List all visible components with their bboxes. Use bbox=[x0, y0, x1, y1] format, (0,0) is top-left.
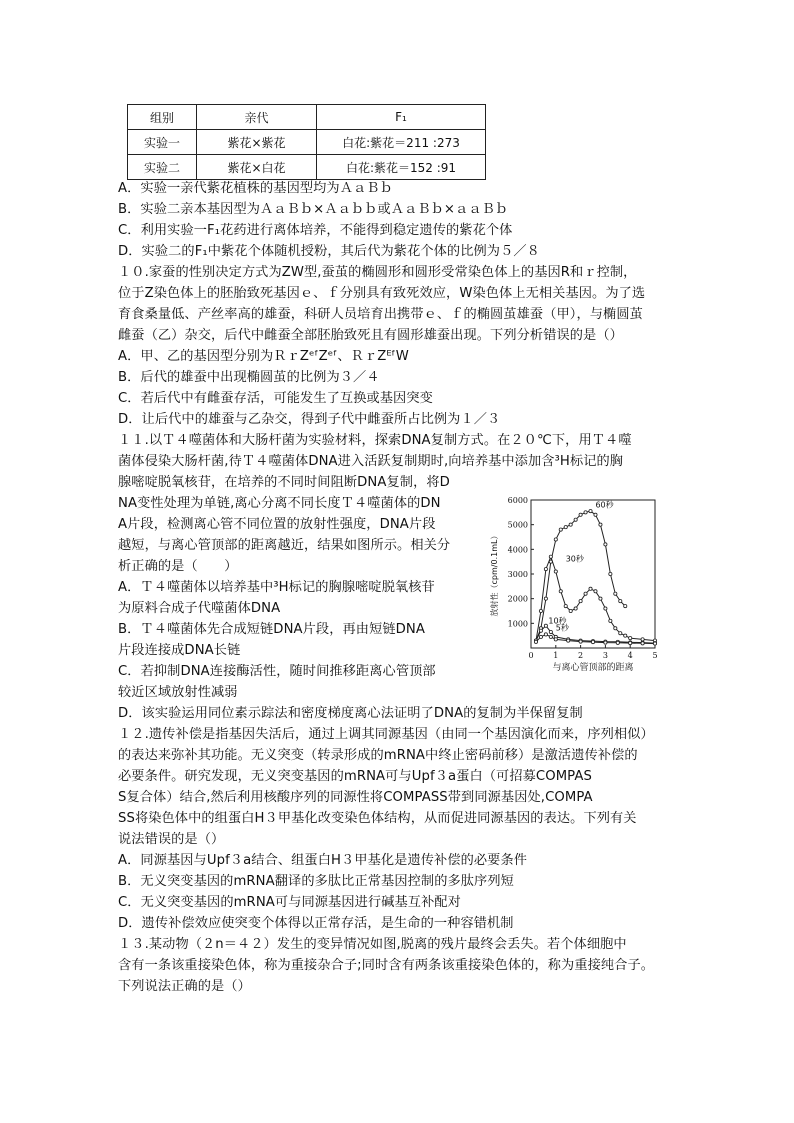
x-axis-label: 与离心管顶部的距离 bbox=[552, 663, 634, 673]
data-point bbox=[609, 619, 612, 622]
data-point bbox=[549, 555, 552, 558]
q11-stem-line: 越短，与离心管顶部的距离越近，结果如图所示。相关分 bbox=[118, 538, 451, 553]
data-point bbox=[579, 513, 582, 516]
q12-option-c: C．无义突变基因的mRNA可与同源基因进行碱基互补配对 bbox=[118, 895, 461, 910]
data-point bbox=[584, 592, 587, 595]
data-point bbox=[629, 641, 632, 644]
table-cell: 白花:紫花＝211 :273 bbox=[317, 130, 486, 155]
q12-stem-line: S复合体）结合,然后利用核酸序列的同源性将COMPASS带到同源基因处,COMPA bbox=[118, 790, 593, 805]
q9-option-b: B．实验二亲本基因型为ＡａＢｂ×Ａａｂｂ或ＡａＢｂ×ａａＢｂ bbox=[118, 202, 509, 217]
data-point bbox=[554, 638, 557, 641]
data-point bbox=[619, 632, 622, 635]
data-point bbox=[614, 592, 617, 595]
q12-stem-line: 必要条件。研究发现，无义突变基因的mRNA可与Upf３a蛋白（可招募COMPAS bbox=[118, 769, 592, 784]
series-label: 60秒 bbox=[595, 500, 614, 510]
q11-option-a: A．Ｔ４噬菌体以培养基中³H标记的胸腺嘧啶脱氧核苷 bbox=[118, 580, 435, 595]
data-point bbox=[559, 590, 562, 593]
data-point bbox=[544, 624, 547, 627]
data-point bbox=[594, 590, 597, 593]
q11-stem-line: 腺嘧啶脱氧核苷，在培养的不同时间阻断DNA复制，将D bbox=[118, 475, 450, 490]
data-point bbox=[549, 635, 552, 638]
data-point bbox=[544, 633, 547, 636]
data-point bbox=[534, 640, 537, 643]
data-point bbox=[574, 607, 577, 610]
q11-stem-line: A片段，检测离心管不同位置的放射性强度，DNA片段 bbox=[118, 517, 436, 532]
data-point bbox=[604, 607, 607, 610]
q13-stem-line: 下列说法正确的是（） bbox=[118, 979, 251, 994]
data-point bbox=[539, 609, 542, 612]
table-header-row bbox=[128, 105, 486, 130]
data-point bbox=[604, 641, 607, 644]
experiment-table bbox=[127, 104, 486, 180]
q12-option-d: D．遗传补偿效应使突变个体得以正常存活，是生命的一种容错机制 bbox=[118, 916, 514, 931]
series-label: 10秒 bbox=[548, 616, 567, 626]
q11-stem-line: NA变性处理为单链,离心分离不同长度Ｔ４噬菌体的DN bbox=[118, 496, 441, 511]
data-point bbox=[584, 511, 587, 514]
y-tick-label: 6000 bbox=[507, 496, 528, 505]
y-tick-label: 1000 bbox=[507, 619, 528, 629]
data-point bbox=[624, 634, 627, 637]
table-cell: 紫花×白花 bbox=[197, 155, 317, 180]
q11-option-a-cont: 为原料合成子代噬菌体DNA bbox=[118, 601, 281, 616]
data-point bbox=[589, 510, 592, 513]
data-point bbox=[569, 523, 572, 526]
data-point bbox=[579, 640, 582, 643]
data-point bbox=[564, 604, 567, 607]
q13-stem-line: １３.某动物（２n＝４２）发生的变异情况如图,脱离的残片最终会丢失。若个体细胞中 bbox=[118, 937, 627, 952]
table-header-cell: F₁ bbox=[317, 105, 486, 130]
data-point bbox=[641, 638, 644, 641]
table-header-cell: 亲代 bbox=[197, 105, 317, 130]
data-point bbox=[544, 597, 547, 600]
radioactivity-chart bbox=[487, 490, 665, 675]
x-tick-label: 3 bbox=[602, 651, 608, 660]
series-line bbox=[536, 557, 655, 641]
q12-option-b: B．无义突变基因的mRNA翻译的多肽比正常基因控制的多肽序列短 bbox=[118, 874, 514, 889]
q12-option-a: A．同源基因与Upf３a结合、组蛋白H３甲基化是遗传补偿的必要条件 bbox=[118, 853, 528, 868]
q12-stem-line: 的表达来弥补其功能。无义突变（转录形成的mRNA中终止密码前移）是激活遗传补偿的 bbox=[118, 748, 638, 763]
data-point bbox=[544, 567, 547, 570]
data-point bbox=[599, 523, 602, 526]
data-point bbox=[629, 637, 632, 640]
q10-option-c: C．若后代中有雌蚕存活，可能发生了互换或基因突变 bbox=[118, 391, 433, 406]
data-point bbox=[619, 600, 622, 603]
q11-option-d: D．该实验运用同位素示踪法和密度梯度离心法证明了DNA的复制为半保留复制 bbox=[118, 706, 583, 721]
data-point bbox=[567, 639, 570, 642]
table-cell: 实验二 bbox=[128, 155, 197, 180]
data-point bbox=[539, 635, 542, 638]
x-tick-label: 1 bbox=[553, 651, 559, 660]
y-axis-label: 放射性（cpm/0.1mL） bbox=[490, 531, 499, 617]
q10-stem-line: 雌蚕（乙）杂交，后代中雌蚕全部胚胎致死且有圆形雄蚕出现。下列分析错误的是（） bbox=[118, 328, 623, 343]
x-tick-label: 4 bbox=[627, 651, 633, 660]
data-point bbox=[564, 526, 567, 529]
data-point bbox=[574, 518, 577, 521]
q10-option-b: B．后代的雄蚕中出现椭圆茧的比例为３／４ bbox=[118, 370, 380, 385]
x-tick-label: 2 bbox=[578, 651, 584, 660]
data-point bbox=[554, 538, 557, 541]
x-tick-label: 5 bbox=[652, 651, 658, 660]
table-header-cell: 组别 bbox=[128, 105, 197, 130]
q12-stem-line: １２.遗传补偿是指基因失活后，通过上调其同源基因（由同一个基因演化而来，序列相似） bbox=[118, 727, 654, 742]
q13-stem-line: 含有一条该重接染色体，称为重接杂合子;同时含有两条该重接染色体的，称为重接纯合子。 bbox=[118, 958, 655, 973]
q10-stem-line: １０.家蚕的性别决定方式为ZW型,蚕茧的椭圆形和圆形受常染色体上的基因R和ｒ控制， bbox=[118, 265, 637, 280]
data-point bbox=[589, 587, 592, 590]
table-cell: 实验一 bbox=[128, 130, 197, 155]
y-tick-label: 3000 bbox=[507, 570, 528, 579]
data-point bbox=[579, 600, 582, 603]
data-point bbox=[616, 641, 619, 644]
q10-option-d: D．让后代中的雄蚕与乙杂交，得到子代中雌蚕所占比例为１／３ bbox=[118, 412, 501, 427]
q11-option-b-cont: 片段连接成DNA长链 bbox=[118, 643, 241, 658]
q11-option-b: B．Ｔ４噬菌体先合成短链DNA片段，再由短链DNA bbox=[118, 622, 426, 637]
q10-option-a: A．甲、乙的基因型分别为ＲｒZᵉᶠZᵉᶠ、ＲｒZᴱᶠW bbox=[118, 349, 409, 364]
q11-stem-line: １１.以Ｔ４噬菌体和大肠杆菌为实验材料，探索DNA复制方式。在２０℃下，用Ｔ４噬 bbox=[118, 433, 632, 448]
series-line bbox=[536, 626, 655, 643]
q12-stem-line: 说法错误的是（） bbox=[118, 832, 225, 847]
y-tick-label: 2000 bbox=[507, 594, 528, 604]
q10-stem-line: 育食桑量低、产丝率高的雄蚕，科研人员培育出携带ｅ、ｆ的椭圆茧雄蚕（甲），与椭圆茧 bbox=[118, 307, 643, 322]
data-point bbox=[594, 513, 597, 516]
y-tick-label: 5000 bbox=[507, 520, 528, 530]
data-point bbox=[539, 629, 542, 632]
data-point bbox=[604, 543, 607, 546]
data-point bbox=[559, 528, 562, 531]
q12-stem-line: SS将染色体中的组蛋白H３甲基化改变染色体结构，从而促进同源基因的表达。下列有关 bbox=[118, 811, 637, 826]
q11-stem-line: 析正确的是（ ） bbox=[118, 559, 238, 574]
q11-stem-line: 菌体侵染大肠杆菌,待Ｔ４噬菌体DNA进入活跃复制期时,向培养基中添加含³H标记的胸 bbox=[118, 454, 624, 469]
data-point bbox=[641, 642, 644, 645]
q9-option-d: D．实验二的F₁中紫花个体随机授粉，其后代为紫花个体的比例为５／８ bbox=[118, 244, 540, 259]
series-label: 5秒 bbox=[555, 623, 569, 633]
table-row bbox=[128, 130, 486, 155]
data-point bbox=[554, 570, 557, 573]
q11-option-c: C．若抑制DNA连接酶活性，随时间推移距离心管顶部 bbox=[118, 664, 436, 679]
table-row bbox=[128, 155, 486, 180]
data-point bbox=[591, 640, 594, 643]
q10-stem-line: 位于Z染色体上的胚胎致死基因ｅ、ｆ分别具有致死效应，W染色体上无相关基因。为了选 bbox=[118, 286, 646, 301]
series-label: 30秒 bbox=[565, 554, 584, 564]
q9-option-c: C．利用实验一F₁花药进行离体培养，不能得到稳定遗传的紫花个体 bbox=[118, 223, 513, 238]
data-point bbox=[624, 604, 627, 607]
data-point bbox=[549, 630, 552, 633]
x-tick-label: 0 bbox=[528, 651, 534, 660]
data-point bbox=[609, 572, 612, 575]
data-point bbox=[569, 609, 572, 612]
q9-option-a: A．实验一亲代紫花植株的基因型均为ＡａＢｂ bbox=[118, 181, 393, 196]
table-cell: 白花:紫花＝152 :91 bbox=[317, 155, 486, 180]
y-tick-label: 4000 bbox=[507, 545, 528, 555]
data-point bbox=[653, 642, 656, 645]
table-cell: 紫花×紫花 bbox=[197, 130, 317, 155]
q11-option-c-cont: 较近区域放射性减弱 bbox=[118, 685, 238, 700]
data-point bbox=[599, 597, 602, 600]
data-point bbox=[614, 627, 617, 630]
